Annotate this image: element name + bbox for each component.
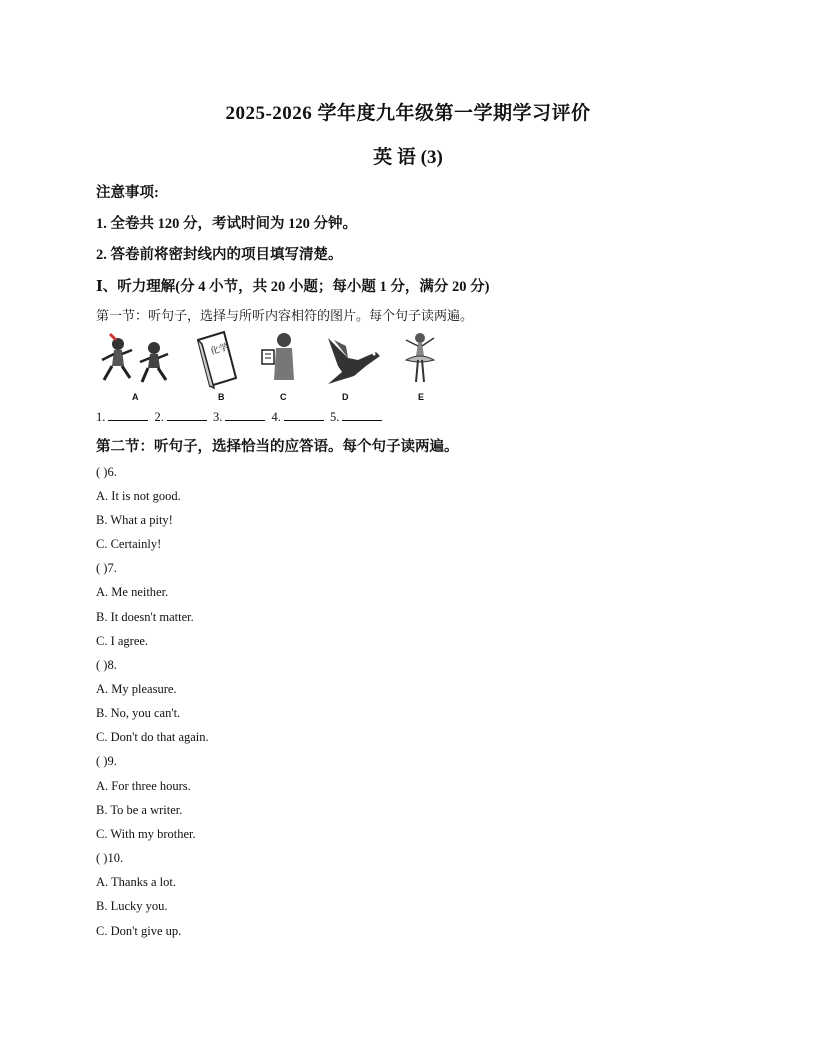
picture-label-d: D — [342, 392, 349, 402]
bird-icon — [318, 330, 388, 390]
book-title: 化学 — [209, 342, 230, 358]
question-9: ( )9. — [96, 754, 117, 768]
note-item-1: 1. 全卷共 120 分，考试时间为 120 分钟。 — [96, 216, 357, 232]
blank-label-5: 5. — [330, 410, 340, 424]
answer-blank-2[interactable] — [167, 410, 207, 421]
picture-label-e: E — [418, 392, 425, 402]
book-icon — [192, 330, 242, 390]
question-6-option-c: C. Certainly! — [96, 537, 162, 551]
question-10-option-a: A. Thanks a lot. — [96, 875, 176, 889]
question-8-option-a: A. My pleasure. — [96, 682, 177, 696]
part1-heading: Ⅰ、听力理解(分 4 小节，共 20 小题；每小题 1 分，满分 20 分) — [96, 279, 490, 295]
section1-instruction: 第一节：听句子，选择与所听内容相符的图片。每个句子读两遍。 — [96, 308, 474, 323]
question-10: ( )10. — [96, 851, 124, 865]
ballerina-icon — [402, 330, 442, 390]
picture-label-b: B — [218, 392, 225, 402]
question-9-option-a: A. For three hours. — [96, 779, 191, 793]
question-6: ( )6. — [96, 465, 117, 479]
note-item-2: 2. 答卷前将密封线内的项目填写清楚。 — [96, 247, 343, 263]
question-9-option-c: C. With my brother. — [96, 827, 196, 841]
question-10-option-b: B. Lucky you. — [96, 899, 168, 913]
question-10-option-c: C. Don't give up. — [96, 924, 182, 938]
question-7: ( )7. — [96, 561, 117, 575]
blank-label-3: 3. — [213, 410, 223, 424]
picture-b — [192, 330, 242, 400]
picture-c — [260, 330, 300, 400]
notes-heading: 注意事项: — [96, 185, 159, 201]
running-children-icon — [96, 330, 176, 390]
question-6-option-b: B. What a pity! — [96, 513, 173, 527]
question-7-option-b: B. It doesn't matter. — [96, 610, 194, 624]
blank-label-4: 4. — [271, 410, 281, 424]
page-subtitle: 英 语 (3) — [373, 147, 443, 168]
picture-label-c: C — [280, 392, 287, 402]
picture-label-a: A — [132, 392, 139, 402]
answer-blank-4[interactable] — [284, 410, 324, 421]
question-8: ( )8. — [96, 658, 117, 672]
doctor-icon — [260, 330, 300, 390]
listening-pictures — [96, 330, 436, 400]
answer-blank-3[interactable] — [225, 410, 265, 421]
blank-label-2: 2. — [154, 410, 164, 424]
answer-blank-5[interactable] — [342, 410, 382, 421]
picture-e — [402, 330, 442, 400]
picture-a — [96, 330, 176, 400]
question-6-option-a: A. It is not good. — [96, 489, 181, 503]
picture-d — [318, 330, 388, 400]
question-8-option-c: C. Don't do that again. — [96, 730, 209, 744]
question-7-option-a: A. Me neither. — [96, 585, 169, 599]
page-title: 2025-2026 学年度九年级第一学期学习评价 — [225, 103, 591, 124]
section2-instruction: 第二节：听句子，选择恰当的应答语。每个句子读两遍。 — [96, 439, 459, 455]
question-7-option-c: C. I agree. — [96, 634, 149, 648]
answer-blanks — [96, 410, 385, 425]
question-8-option-b: B. No, you can't. — [96, 706, 181, 720]
blank-label-1: 1. — [96, 410, 106, 424]
question-9-option-b: B. To be a writer. — [96, 803, 183, 817]
answer-blank-1[interactable] — [108, 410, 148, 421]
